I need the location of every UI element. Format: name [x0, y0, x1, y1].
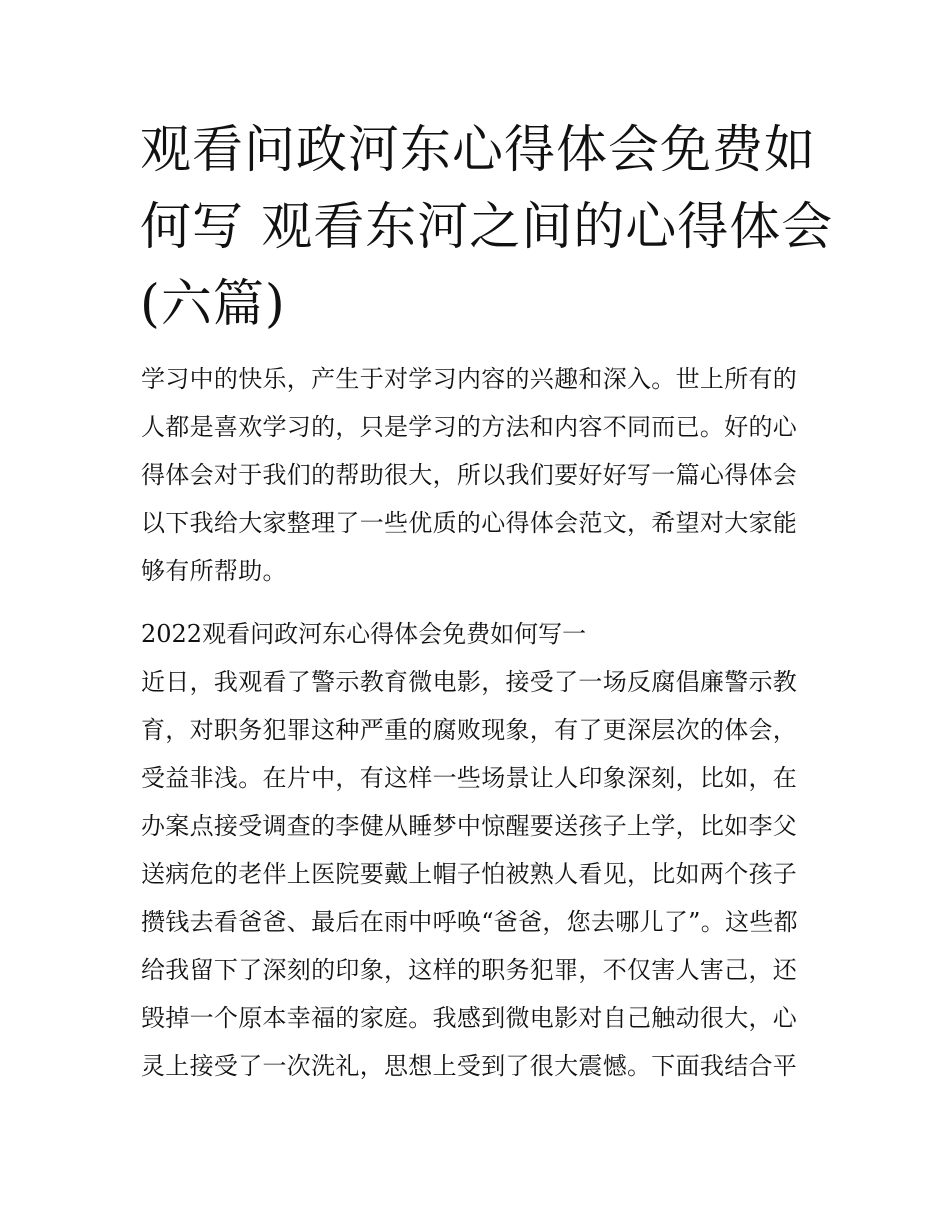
section-paragraph [141, 658, 821, 1090]
section-heading: 2022观看问政河东心得体会免费如何写一 [141, 620, 587, 648]
document-title [140, 112, 834, 343]
section-line: 近日，我观看了警示教育微电影，接受了一场反腐倡廉警示教 [141, 668, 798, 696]
intro-line: 以下我给大家整理了一些优质的心得体会范文，希望对大家能 [141, 509, 798, 537]
section-line: 攒钱去看爸爸、最后在雨中呼唤“爸爸，您去哪儿了”。这些都 [141, 908, 798, 936]
section-line: 送病危的老伴上医院要戴上帽子怕被熟人看见，比如两个孩子 [141, 860, 798, 888]
section-line: 毁掉一个原本幸福的家庭。我感到微电影对自己触动很大，心 [141, 1004, 798, 1032]
section-line: 给我留下了深刻的印象，这样的职务犯罪，不仅害人害己，还 [141, 956, 798, 984]
title-line-3: (六篇) [140, 275, 286, 334]
intro-line: 人都是喜欢学习的，只是学习的方法和内容不同而已。好的心 [141, 413, 798, 441]
intro-line: 学习中的快乐，产生于对学习内容的兴趣和深入。世上所有的 [141, 365, 798, 393]
title-line-2: 何写 观看东河之间的心得体会 [140, 198, 834, 257]
intro-line: 够有所帮助。 [141, 557, 287, 585]
section-line: 灵上接受了一次洗礼，思想上受到了很大震憾。下面我结合平 [141, 1052, 798, 1080]
intro-paragraph [141, 355, 821, 595]
section-line: 办案点接受调查的李健从睡梦中惊醒要送孩子上学，比如李父 [141, 812, 798, 840]
section-line: 育，对职务犯罪这种严重的腐败现象，有了更深层次的体会， [141, 716, 798, 744]
section-line: 受益非浅。在片中，有这样一些场景让人印象深刻，比如，在 [141, 764, 798, 792]
title-line-1: 观看问政河东心得体会免费如 [140, 121, 817, 180]
intro-line: 得体会对于我们的帮助很大，所以我们要好好写一篇心得体会 [141, 461, 798, 489]
